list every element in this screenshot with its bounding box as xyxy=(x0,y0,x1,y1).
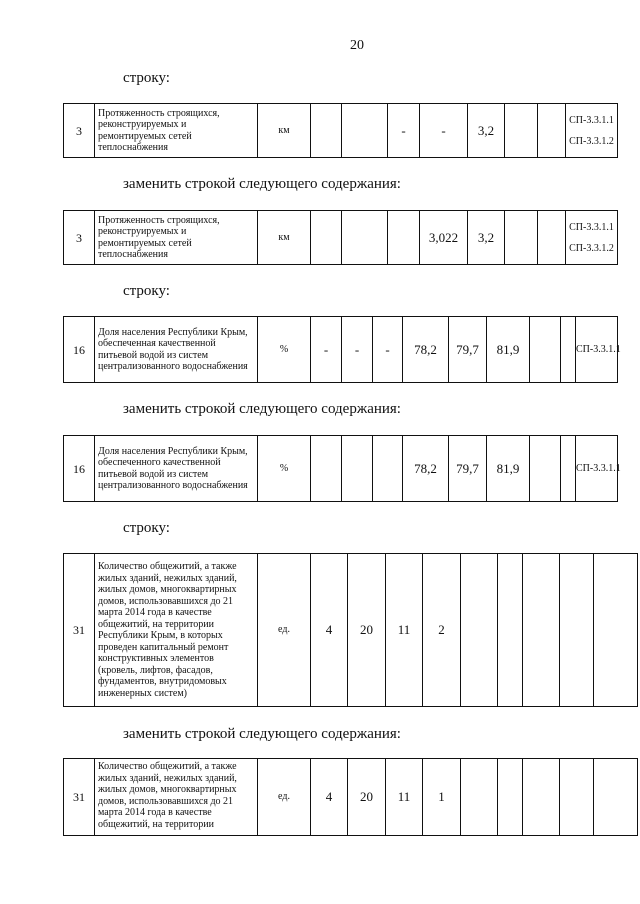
row-number: 16 xyxy=(64,436,95,502)
page-number: 20 xyxy=(350,38,364,53)
replace-label-phrase: заменить строкой следующего содержания: xyxy=(123,726,401,742)
value-cell xyxy=(498,554,523,707)
code-text: СП-3.3.1.1 xyxy=(576,344,621,355)
replace-label-phrase: заменить строкой следующего содержания: xyxy=(123,176,401,192)
value-cell xyxy=(538,211,566,265)
code-text: СП-3.3.1.1 xyxy=(569,221,614,233)
row-number: 3 xyxy=(64,211,95,265)
value-cell: - xyxy=(373,317,403,383)
row-unit: ед. xyxy=(258,554,311,707)
row-description: Количество общежитий, а также жилых зданий, нежилых зданий, жилых домов, многоквартирных домов, использовавшихся до 21 марта 2014 года в качестве общежитий, на территории xyxy=(95,759,258,836)
code-text: СП-3.3.1.1 xyxy=(576,463,621,474)
value-cell: - xyxy=(311,317,342,383)
value-cell: 79,7 xyxy=(449,436,487,502)
value-cell: 78,2 xyxy=(403,436,449,502)
value-cell: 20 xyxy=(348,554,386,707)
table-row-new-31 xyxy=(63,758,638,836)
code-cell xyxy=(594,554,638,707)
value-cell xyxy=(498,759,523,836)
row-label-phrase: строку: xyxy=(123,283,170,299)
row-label-phrase: строку: xyxy=(123,70,170,86)
value-cell xyxy=(311,104,342,158)
value-cell xyxy=(342,436,373,502)
row-unit: % xyxy=(258,436,311,502)
value-cell: 4 xyxy=(311,554,348,707)
value-cell xyxy=(560,759,594,836)
value-cell: 3,2 xyxy=(468,104,505,158)
table-row-new-3 xyxy=(63,210,618,265)
value-cell: 20 xyxy=(348,759,386,836)
code-cell xyxy=(576,317,621,383)
value-cell xyxy=(561,436,576,502)
value-cell xyxy=(311,211,342,265)
value-cell xyxy=(388,211,420,265)
row-description: Протяженность строящихся, реконструируемых и ремонтируемых сетей теплоснабжения xyxy=(95,104,258,158)
value-cell xyxy=(311,436,342,502)
row-unit: км xyxy=(258,211,311,265)
value-cell: 3,2 xyxy=(468,211,505,265)
replace-label-phrase: заменить строкой следующего содержания: xyxy=(123,401,401,417)
code-cell xyxy=(594,759,638,836)
table-row-new-16 xyxy=(63,435,621,502)
value-cell xyxy=(505,211,538,265)
value-cell xyxy=(342,104,388,158)
value-cell: 81,9 xyxy=(487,436,530,502)
value-cell: 11 xyxy=(386,554,423,707)
row-number: 31 xyxy=(64,759,95,836)
value-cell: 79,7 xyxy=(449,317,487,383)
row-unit: ед. xyxy=(258,759,311,836)
row-number: 16 xyxy=(64,317,95,383)
row-unit: км xyxy=(258,104,311,158)
value-cell xyxy=(538,104,566,158)
row-description: Доля населения Республики Крым, обеспеченная качественной питьевой водой из систем централизованного водоснабжения xyxy=(95,317,258,383)
value-cell: 1 xyxy=(423,759,461,836)
value-cell xyxy=(342,211,388,265)
value-cell xyxy=(530,436,561,502)
code-text: СП-3.3.1.1 xyxy=(569,114,614,126)
value-cell: 2 xyxy=(423,554,461,707)
value-cell: - xyxy=(342,317,373,383)
table-row-old-16 xyxy=(63,316,621,383)
value-cell xyxy=(530,317,561,383)
value-cell: 3,022 xyxy=(420,211,468,265)
row-number: 31 xyxy=(64,554,95,707)
row-description: Протяженность строящихся, реконструируемых и ремонтируемых сетей теплоснабжения xyxy=(95,211,258,265)
value-cell xyxy=(523,554,560,707)
row-description: Доля населения Республики Крым, обеспеченного качественной питьевой водой из систем централизованного водоснабжения xyxy=(95,436,258,502)
row-label-phrase: строку: xyxy=(123,520,170,536)
code-cell xyxy=(576,436,621,502)
row-unit: % xyxy=(258,317,311,383)
row-description: Количество общежитий, а также жилых зданий, нежилых зданий, жилых домов, многоквартирных домов, использовавшихся до 21 марта 2014 года в качестве общежитий, на территории Республики Крым, в которых проведен капитальный ремонт конструктивных элементов (кровель, лифтов, фасадов, фундаментов, внутридомовых инженерных систем) xyxy=(95,554,258,707)
value-cell: - xyxy=(420,104,468,158)
value-cell: 81,9 xyxy=(487,317,530,383)
value-cell: 78,2 xyxy=(403,317,449,383)
value-cell xyxy=(523,759,560,836)
code-cell xyxy=(566,211,618,265)
value-cell xyxy=(461,554,498,707)
value-cell xyxy=(561,317,576,383)
value-cell xyxy=(461,759,498,836)
value-cell xyxy=(373,436,403,502)
code-text: СП-3.3.1.2 xyxy=(569,242,614,254)
value-cell xyxy=(505,104,538,158)
code-cell xyxy=(566,104,618,158)
table-row-old-31 xyxy=(63,553,638,707)
value-cell: - xyxy=(388,104,420,158)
row-number: 3 xyxy=(64,104,95,158)
value-cell: 4 xyxy=(311,759,348,836)
table-row-old-3 xyxy=(63,103,618,158)
value-cell: 11 xyxy=(386,759,423,836)
code-text: СП-3.3.1.2 xyxy=(569,135,614,147)
value-cell xyxy=(560,554,594,707)
